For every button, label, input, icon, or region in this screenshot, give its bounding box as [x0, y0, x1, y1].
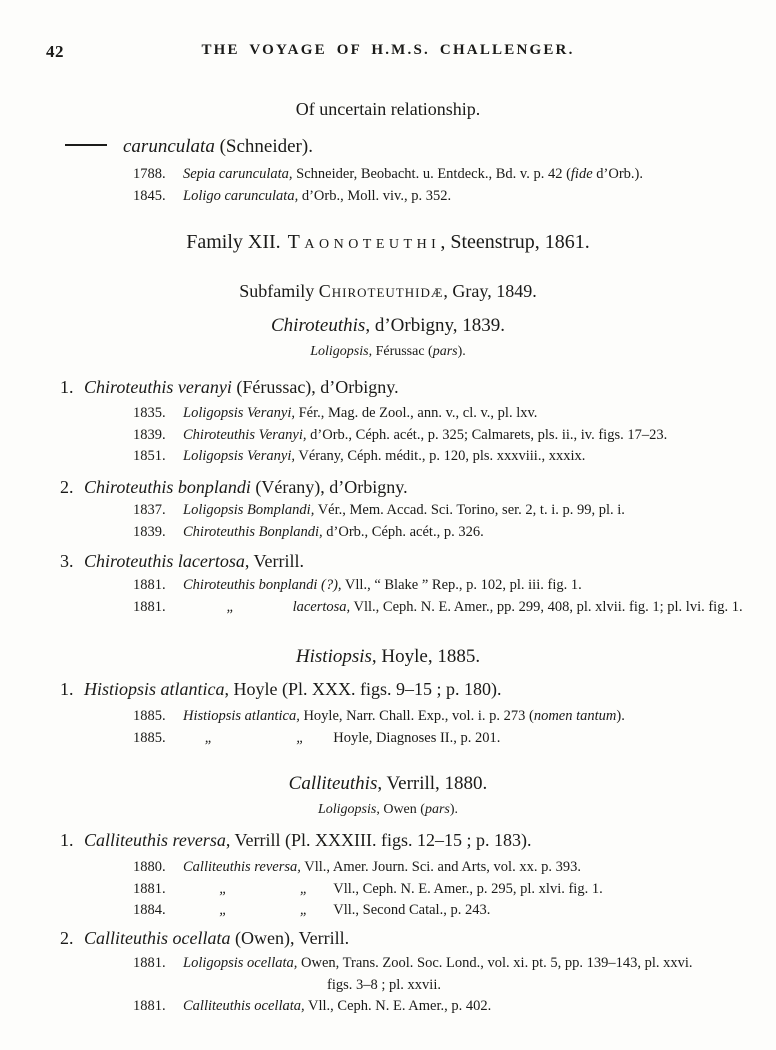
- citation-row: [0, 575, 776, 597]
- citation-text: Owen, Trans. Zool. Soc. Lond., vol. xi. pt. 5, pp. 139–143, pl. xxvi.: [297, 955, 693, 971]
- genus-synonym: [0, 802, 776, 818]
- citation-year: 1885.: [133, 708, 166, 724]
- citation-species: Chiroteuthis Bonplandi,: [183, 523, 323, 540]
- citation-block: [0, 706, 776, 749]
- page-number: 42: [46, 42, 64, 61]
- citation-year: 1835.: [133, 405, 166, 421]
- subfamily-heading-pre: Subfamily: [239, 281, 319, 301]
- synonym-genus: Loligopsis: [317, 802, 377, 817]
- citation-block: [0, 857, 776, 922]
- genus-name: Calliteuthis: [288, 773, 378, 794]
- synonym-text: , Férussac (: [368, 344, 433, 359]
- genus-heading-rest: , d’Orbigny, 1839.: [365, 315, 505, 336]
- species-number: 2.: [60, 477, 74, 497]
- citation-species: „ lacertosa,: [183, 598, 351, 615]
- species-number: 1.: [60, 830, 74, 850]
- citation-year: 1881.: [133, 577, 166, 593]
- citation-text-tail: d’Orb.).: [592, 166, 643, 182]
- species-item: [0, 377, 776, 398]
- citation-text: Vll., Second Catal., p. 243.: [333, 902, 491, 919]
- family-name: Taonoteuthi: [287, 231, 441, 253]
- citation-year: 1884.: [133, 902, 166, 919]
- citation-text: Hoyle, Narr. Chall. Exp., vol. i. p. 273 (: [299, 708, 534, 724]
- species-number: 1.: [60, 377, 74, 397]
- citation-row: [0, 500, 776, 522]
- citation-text: Vll., Ceph. N. E. Amer., pp. 299, 408, pl. xlvii. fig. 1; pl. lvi. fig. 1.: [350, 598, 743, 615]
- citation-block-carunculata: [0, 164, 776, 207]
- citation-text: Vll., Ceph. N. E. Amer., p. 295, pl. xlvi. fig. 1.: [333, 880, 603, 897]
- citation-year: 1880.: [133, 859, 166, 875]
- citation-species: Calliteuthis ocellata,: [183, 998, 305, 1015]
- citation-text: Hoyle, Diagnoses II., p. 201.: [333, 729, 501, 746]
- species-name: Calliteuthis reversa: [84, 830, 226, 850]
- species-rest: , Hoyle (Pl. XXX. figs. 9–15 ; p. 180).: [224, 679, 502, 699]
- citation-continuation: figs. 3–8 ; pl. xxvii.: [327, 976, 441, 993]
- citation-text: Vll., Amer. Journ. Sci. and Arts, vol. xx. p. 393.: [300, 859, 581, 875]
- citation-species: Histiopsis atlantica,: [183, 708, 300, 724]
- citation-year: 1851.: [133, 448, 166, 465]
- citation-species: Chiroteuthis bonplandi (?),: [183, 577, 342, 593]
- citation-year: 1845.: [133, 187, 166, 204]
- citation-row: [0, 857, 776, 879]
- species-name: Chiroteuthis lacertosa: [84, 551, 245, 571]
- citation-text: Vér., Mem. Accad. Sci. Torino, ser. 2, t. i. p. 99, pl. i.: [314, 502, 625, 518]
- species-rest: (Owen), Verrill.: [230, 928, 350, 948]
- species-name: Chiroteuthis bonplandi: [84, 477, 251, 497]
- citation-row: [0, 706, 776, 728]
- species-item: [0, 830, 776, 851]
- citation-block: [0, 953, 776, 1018]
- species-item: [0, 679, 776, 700]
- citation-text: Vll., Ceph. N. E. Amer., p. 402.: [304, 998, 492, 1015]
- citation-species: Loligo carunculata,: [183, 187, 299, 204]
- species-rest: , Verrill (Pl. XXXIII. figs. 12–15 ; p. 183).: [225, 830, 532, 850]
- citation-text-tail: ).: [616, 708, 625, 724]
- citation-year: 1885.: [133, 729, 166, 746]
- citation-species: Loligopsis ocellata,: [183, 955, 298, 971]
- synonym-close: ).: [457, 344, 466, 359]
- family-heading: [0, 231, 776, 254]
- citation-year: 1881.: [133, 955, 166, 971]
- citation-row: [0, 164, 776, 186]
- species-number: 2.: [60, 928, 74, 948]
- synonym-genus: Loligopsis: [310, 344, 369, 359]
- citation-text: Vérany, Céph. médit., p. 120, pls. xxxviii., xxxix.: [294, 448, 586, 465]
- genus-name: Histiopsis: [295, 646, 372, 667]
- citation-row: [0, 446, 776, 468]
- citation-text-italic: nomen tantum: [533, 708, 617, 724]
- species-number: 3.: [60, 551, 74, 571]
- citation-row: [0, 522, 776, 544]
- subfamily-name: Chiroteuthidæ: [318, 281, 444, 301]
- citation-species: Calliteuthis reversa,: [183, 859, 301, 875]
- species-rest: (Vérany), d’Orbigny.: [250, 477, 408, 497]
- species-rest: (Férussac), d’Orbigny.: [231, 377, 399, 397]
- subfamily-heading-post: , Gray, 1849.: [443, 281, 537, 301]
- species-name: Calliteuthis ocellata: [84, 928, 231, 948]
- species-name: Chiroteuthis veranyi: [84, 377, 232, 397]
- species-item: [0, 477, 776, 498]
- subfamily-heading: [0, 281, 776, 302]
- species-author: (Schneider).: [214, 136, 313, 157]
- family-heading-post: , Steenstrup, 1861.: [440, 231, 590, 253]
- citation-year: 1839.: [133, 426, 166, 443]
- family-heading-pre: Family XII.: [186, 231, 286, 253]
- citation-text-italic: fide: [570, 166, 593, 182]
- species-item: [0, 928, 776, 949]
- citation-text: Fér., Mag. de Zool., ann. v., cl. v., pl. lxv.: [294, 405, 538, 421]
- genus-heading-rest: , Hoyle, 1885.: [371, 646, 481, 667]
- genus-name: Chiroteuthis: [271, 315, 366, 336]
- citation-block: [0, 403, 776, 468]
- citation-year: 1881.: [133, 998, 166, 1015]
- citation-row: [0, 996, 776, 1018]
- genus-omitted-dash: [65, 144, 107, 146]
- species-entry-carunculata: [0, 136, 776, 158]
- citation-species: Loligopsis Bomplandi,: [183, 502, 315, 518]
- species-rest: , Verrill.: [244, 551, 305, 571]
- citation-block: [0, 500, 776, 543]
- citation-species: Chiroteuthis Veranyi,: [183, 426, 307, 443]
- synonym-pars: pars: [432, 344, 458, 359]
- synonym-text: , Owen (: [376, 802, 425, 817]
- citation-row: [0, 425, 776, 447]
- synonym-close: ).: [449, 802, 459, 817]
- citation-year: 1837.: [133, 502, 166, 518]
- citation-row: [0, 403, 776, 425]
- citation-year: 1788.: [133, 166, 166, 182]
- citation-species: Sepia carunculata,: [183, 166, 293, 182]
- genus-heading-histiopsis: [0, 646, 776, 668]
- page-header: [0, 42, 776, 59]
- species-name: Histiopsis atlantica: [84, 679, 225, 699]
- species-item: [0, 551, 776, 572]
- citation-year: 1881.: [133, 880, 166, 897]
- genus-heading-chiroteuthis: [0, 315, 776, 337]
- citation-text: d’Orb., Moll. viv., p. 352.: [298, 187, 452, 204]
- citation-text: d’Orb., Céph. acét., p. 325; Calmarets, pls. ii., iv. figs. 17–23.: [306, 426, 668, 443]
- citation-row: [0, 597, 776, 619]
- citation-species: „ „: [183, 880, 334, 897]
- citation-block: [0, 575, 776, 618]
- genus-synonym: [0, 344, 776, 360]
- citation-row: [0, 900, 776, 922]
- citation-text: d’Orb., Céph. acét., p. 326.: [322, 523, 484, 540]
- citation-row: [0, 186, 776, 208]
- species-name: carunculata: [123, 136, 215, 157]
- citation-species: „ „: [183, 729, 334, 746]
- citation-year: 1881.: [133, 598, 166, 615]
- genus-heading-calliteuthis: [0, 773, 776, 795]
- citation-species: Loligopsis Veranyi,: [183, 405, 295, 421]
- running-title: THE VOYAGE OF H.M.S. CHALLENGER.: [201, 42, 575, 58]
- citation-row: [0, 953, 776, 975]
- citation-year: 1839.: [133, 523, 166, 540]
- citation-species: „ „: [183, 902, 334, 919]
- genus-heading-rest: , Verrill, 1880.: [377, 773, 488, 794]
- uncertain-heading: Of uncertain relationship.: [295, 99, 481, 119]
- synonym-pars: pars: [424, 802, 450, 817]
- species-number: 1.: [60, 679, 74, 699]
- citation-text: Vll., “ Blake ” Rep., p. 102, pl. iii. fig. 1.: [341, 577, 582, 593]
- citation-species: Loligopsis Veranyi,: [183, 448, 295, 465]
- citation-row: [0, 728, 776, 750]
- citation-row: [0, 879, 776, 901]
- citation-text: Schneider, Beobacht. u. Entdeck., Bd. v. p. 42 (: [292, 166, 571, 182]
